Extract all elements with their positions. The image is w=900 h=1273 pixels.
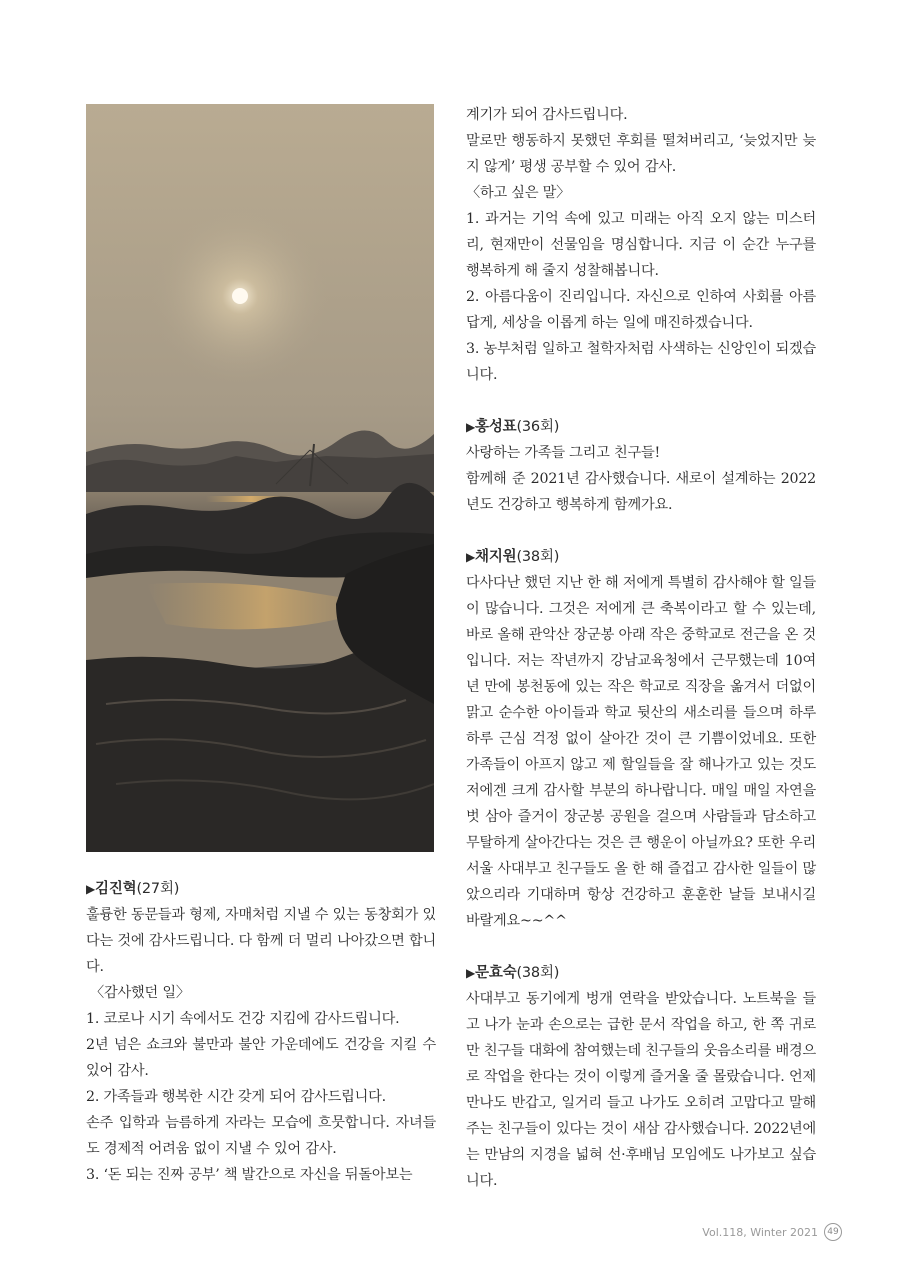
section-heading-chae-jiwon: [466, 544, 816, 570]
subheading-gratitude: 〈감사했던 일〉: [90, 985, 190, 1001]
paragraph: 3. 농부처럼 일하고 철학자처럼 사색하는 신앙인이 되겠습니다.: [466, 341, 816, 383]
triangle-marker-icon: ▶: [466, 550, 476, 564]
paragraph: 사랑하는 가족들 그리고 친구들!: [466, 445, 660, 461]
triangle-marker-icon: ▶: [466, 420, 476, 434]
class-number: (38회): [516, 549, 560, 565]
paragraph: 사대부고 동기에게 벙개 연락을 받았습니다. 노트북을 들고 나가 눈과 손으로는 급한 문서 작업을 하고, 한 쪽 귀로만 친구들 대화에 참여했는데 친구들의 웃음소리를 배경으로 작업을 한다는 것이 이렇게 즐거울 줄 몰랐습니다. 언제 만나도 반갑고, 일거리 들고 나가도 오히려 고맙다고 말해주는 친구들이 있다는 것이 새삼 감사했습니다. 2022년에는 만남의 지경을 넓혀 선·후배님 모임에도 나가보고 싶습니다.: [466, 991, 816, 1189]
paragraph: 말로만 행동하지 못했던 후회를 떨쳐버리고, ‘늦었지만 늦지 않게’ 평생 공부할 수 있어 감사.: [466, 133, 816, 175]
section-gap: [466, 388, 816, 414]
author-name: 문효숙: [475, 965, 517, 981]
sunset-photo: [86, 104, 434, 852]
page-number: 49: [824, 1223, 842, 1241]
right-text-column: [466, 102, 816, 1194]
section-gap: [466, 518, 816, 544]
paragraph: 손주 입학과 늠름하게 자라는 모습에 흐뭇합니다. 자녀들도 경제적 어려움 없이 지낼 수 있어 감사.: [86, 1115, 436, 1157]
paragraph: 3. ‘돈 되는 진짜 공부’ 책 발간으로 자신을 뒤돌아보는: [86, 1167, 413, 1183]
class-number: (36회): [516, 419, 560, 435]
triangle-marker-icon: ▶: [466, 966, 476, 980]
section-heading-hong-seongpyo: [466, 414, 816, 440]
author-name: 홍성표: [475, 419, 517, 435]
paragraph: 함께해 준 2021년 감사했습니다. 새로이 설계하는 2022년도 건강하고 행복하게 함께가요.: [466, 471, 816, 513]
left-text-column: [86, 876, 436, 1188]
section-heading-kim-jinhyuk: [86, 876, 436, 902]
paragraph: 2. 아름다움이 진리입니다. 자신으로 인하여 사회를 아름답게, 세상을 이롭게 하는 일에 매진하겠습니다.: [466, 289, 816, 331]
paragraph: 계기가 되어 감사드립니다.: [466, 107, 628, 123]
section-gap: [466, 934, 816, 960]
subheading-wishes: 〈하고 싶은 말〉: [466, 185, 571, 201]
paragraph: 다사다난 했던 지난 한 해 저에게 특별히 감사해야 할 일들이 많습니다. 그것은 저에게 큰 축복이라고 할 수 있는데, 바로 올해 관악산 장군봉 아래 작은 중학교로 전근을 온 것입니다. 저는 작년까지 강남교육청에서 근무했는데 10여 년 만에 봉천동에 있는 작은 학교로 직장을 옮겨서 더없이 맑고 순수한 아이들과 학교 뒷산의 새소리를 들으며 하루하루 근심 걱정 없이 살아간 것이 큰 기쁨이었네요. 또한 가족들이 아프지 않고 제 할일들을 잘 해나가고 있는 것도 저에겐 크게 감사할 부분의 하나랍니다. 매일 매일 자연을 벗 삼아 즐거이 장군봉 공원을 걸으며 사람들과 담소하고 무탈하게 살아간다는 것은 큰 행운이 아닐까요? 또한 우리 서울 사대부고 친구들도 올 한 해 즐겁고 감사한 일들이 많았으리라 기대하며 항상 건강하고 훈훈한 날들 보내시길 바랄게요~~^^: [466, 575, 816, 929]
author-name: 김진혁: [95, 881, 137, 897]
paragraph: 훌륭한 동문들과 형제, 자매처럼 지낼 수 있는 동창회가 있다는 것에 감사드립니다. 다 함께 더 멀리 나아갔으면 합니다.: [86, 907, 436, 975]
paragraph: 1. 과거는 기억 속에 있고 미래는 아직 오지 않는 미스터리, 현재만이 선물임을 명심합니다. 지금 이 순간 누구를 행복하게 해 줄지 성찰해봅니다.: [466, 211, 816, 279]
paragraph: 2년 넘은 쇼크와 불만과 불안 가운데에도 건강을 지킬 수 있어 감사.: [86, 1037, 436, 1079]
paragraph: 2. 가족들과 행복한 시간 갖게 되어 감사드립니다.: [86, 1089, 386, 1105]
paragraph: 1. 코로나 시기 속에서도 건강 지킴에 감사드립니다.: [86, 1011, 400, 1027]
author-name: 채지원: [475, 549, 517, 565]
triangle-marker-icon: ▶: [86, 882, 96, 896]
section-heading-moon-hyosook: [466, 960, 816, 986]
class-number: (38회): [516, 965, 560, 981]
class-number: (27회): [136, 881, 180, 897]
page-footer: [702, 1223, 842, 1241]
issue-label: Vol.118, Winter 2021: [702, 1225, 818, 1239]
